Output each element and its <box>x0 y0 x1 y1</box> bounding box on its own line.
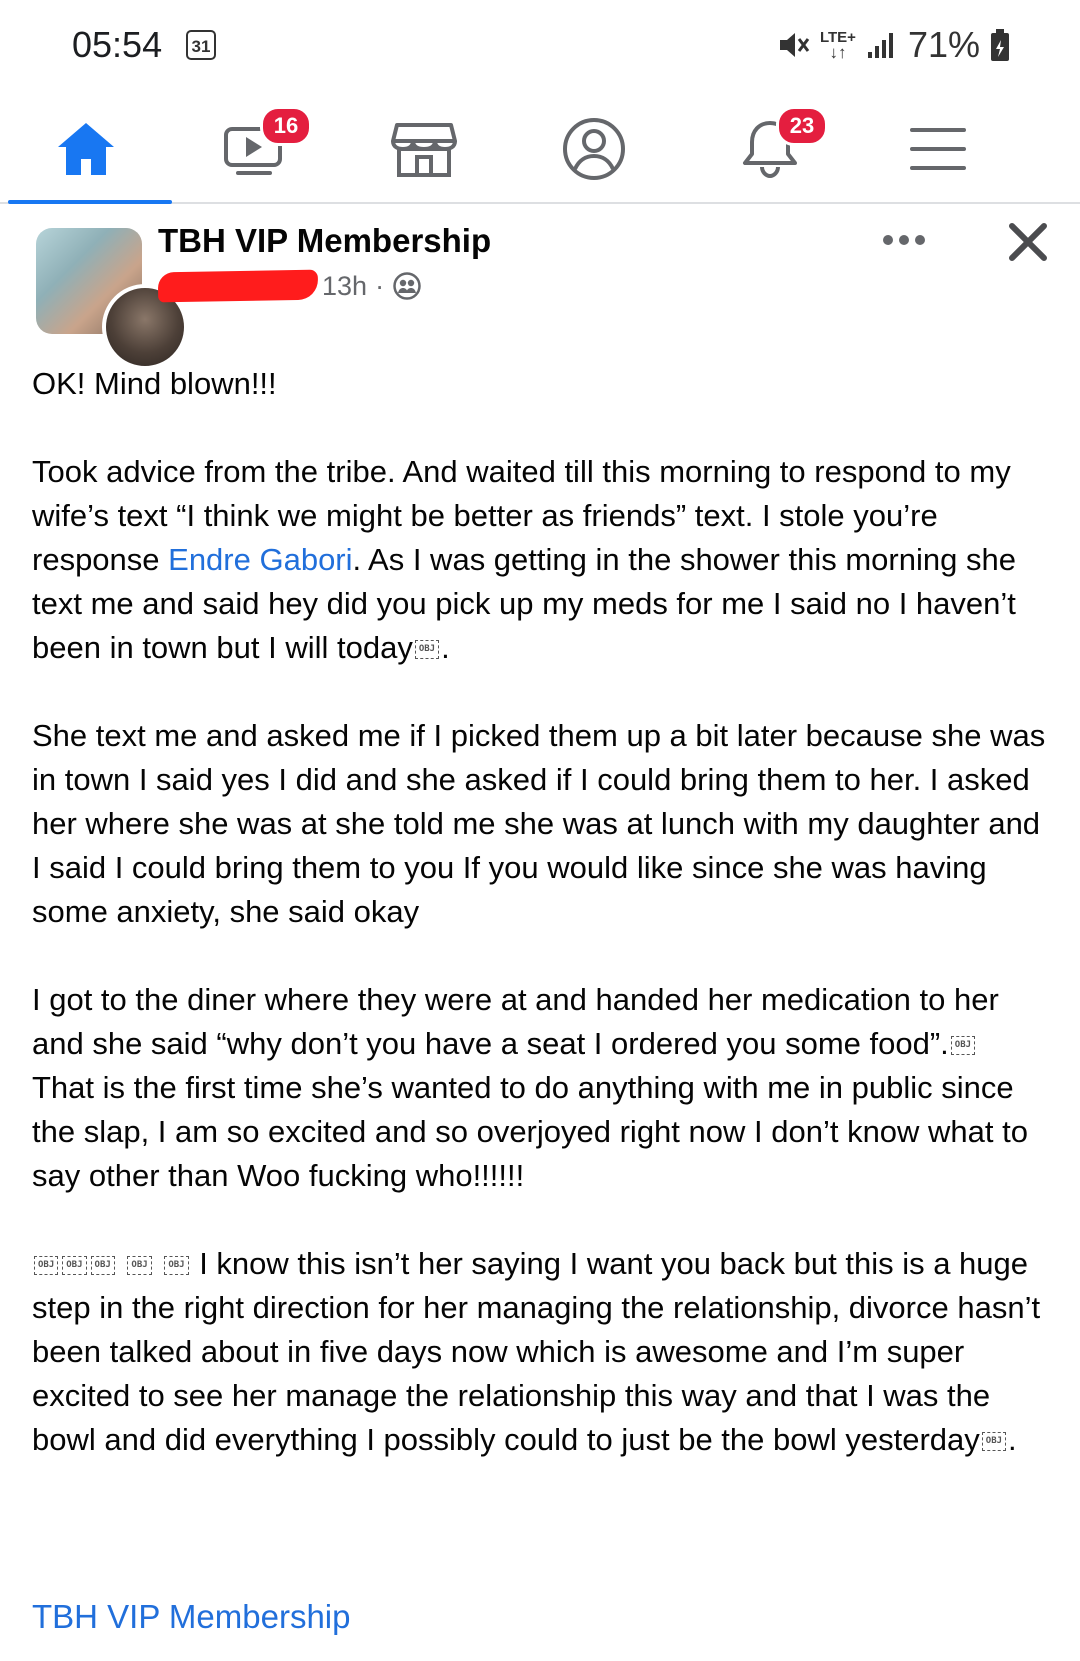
active-tab-indicator <box>8 200 172 204</box>
status-indicators <box>776 20 1010 70</box>
post-options-button[interactable] <box>874 210 934 270</box>
status-time: 05:54 <box>72 24 163 65</box>
post-paragraph: OBJ OBJ OBJ OBJ OBJ I know this isn’t her saying I want you back but this is a huge step in the right direction for her managing the relationship, divorce hasn’t been talked about in five days now which is awesome and I’m super excited to see her manage the relationship this way and that I was the bowl and did everything I possibly could to just be the bowl yesterday OBJ . <box>32 1246 1041 1457</box>
watch-badge: 16 <box>260 106 312 146</box>
group-privacy-icon <box>392 271 422 301</box>
nav-marketplace-tab[interactable] <box>374 104 474 194</box>
post-header <box>0 210 1080 340</box>
nav-watch-tab[interactable] <box>204 104 304 194</box>
profile-icon <box>561 116 627 182</box>
top-nav-bar <box>0 92 1080 204</box>
home-icon <box>54 119 118 179</box>
signal-icon <box>866 30 898 60</box>
mention-link[interactable]: Endre Gabori <box>168 542 353 577</box>
nav-home-tab[interactable] <box>36 104 136 194</box>
group-avatar[interactable] <box>36 228 146 338</box>
unsupported-emoji-icon: OBJ <box>91 1256 115 1275</box>
calendar-icon: 31 <box>186 30 216 60</box>
close-post-button[interactable] <box>996 210 1060 274</box>
menu-icon <box>908 124 968 174</box>
redacted-author-name <box>158 270 318 303</box>
post-paragraph: Took advice from the tribe. And waited till this morning to respond to my wife’s text “I think we might be better as friends” text. I stole you’re response Endre Gabori. As I was getting in the shower this morning she text me and said hey did you pick up my meds for me I said no I haven’t been in town but I will today OBJ . <box>32 454 1016 665</box>
store-icon <box>391 119 457 179</box>
network-type: LTE+ ↓↑ <box>819 29 856 62</box>
notifications-badge: 23 <box>776 106 828 146</box>
close-icon <box>1008 222 1048 262</box>
nav-menu-tab[interactable] <box>888 104 988 194</box>
post-paragraph: That is the first time she’s wanted to do anything with me in public since the slap, I am so excited and so overjoyed right now I don’t know what to say other than Woo fucking who!!!!!! <box>32 1070 1028 1193</box>
data-arrows-icon: ↓↑ <box>829 43 847 62</box>
mute-icon <box>776 28 810 62</box>
battery-percent: 71% <box>907 24 980 65</box>
unsupported-emoji-icon: OBJ <box>415 640 439 659</box>
status-bar <box>0 0 1080 92</box>
unsupported-emoji-icon: OBJ <box>62 1256 86 1275</box>
unsupported-emoji-icon: OBJ <box>982 1432 1006 1451</box>
battery-icon <box>990 28 1010 62</box>
unsupported-emoji-icon: OBJ <box>34 1256 58 1275</box>
post-paragraph: I got to the diner where they were at and handed her medication to her and she said “why don’t you have a seat I ordered you some food”. OBJ <box>32 982 999 1061</box>
post-body <box>32 362 1052 1506</box>
unsupported-emoji-icon: OBJ <box>127 1256 151 1275</box>
meta-separator: · <box>375 270 385 301</box>
post-paragraph: OK! Mind blown!!! <box>32 366 277 401</box>
post-meta <box>158 266 422 306</box>
more-icon <box>882 234 926 246</box>
unsupported-emoji-icon: OBJ <box>951 1036 975 1055</box>
unsupported-emoji-icon: OBJ <box>164 1256 188 1275</box>
nav-notifications-tab[interactable] <box>720 104 820 194</box>
group-footer-link[interactable]: TBH VIP Membership <box>32 1598 351 1635</box>
post-time[interactable]: 13h <box>322 270 368 301</box>
nav-profile-tab[interactable] <box>544 104 644 194</box>
group-name[interactable]: TBH VIP Membership <box>158 222 492 259</box>
post-paragraph: She text me and asked me if I picked them up a bit later because she was in town I said yes I did and she asked if I could bring them to her. I asked her where she was at she told me she was at lunch with my daughter and I said I could bring them to you If you would like since she was having some anxiety, she said okay <box>32 718 1046 929</box>
